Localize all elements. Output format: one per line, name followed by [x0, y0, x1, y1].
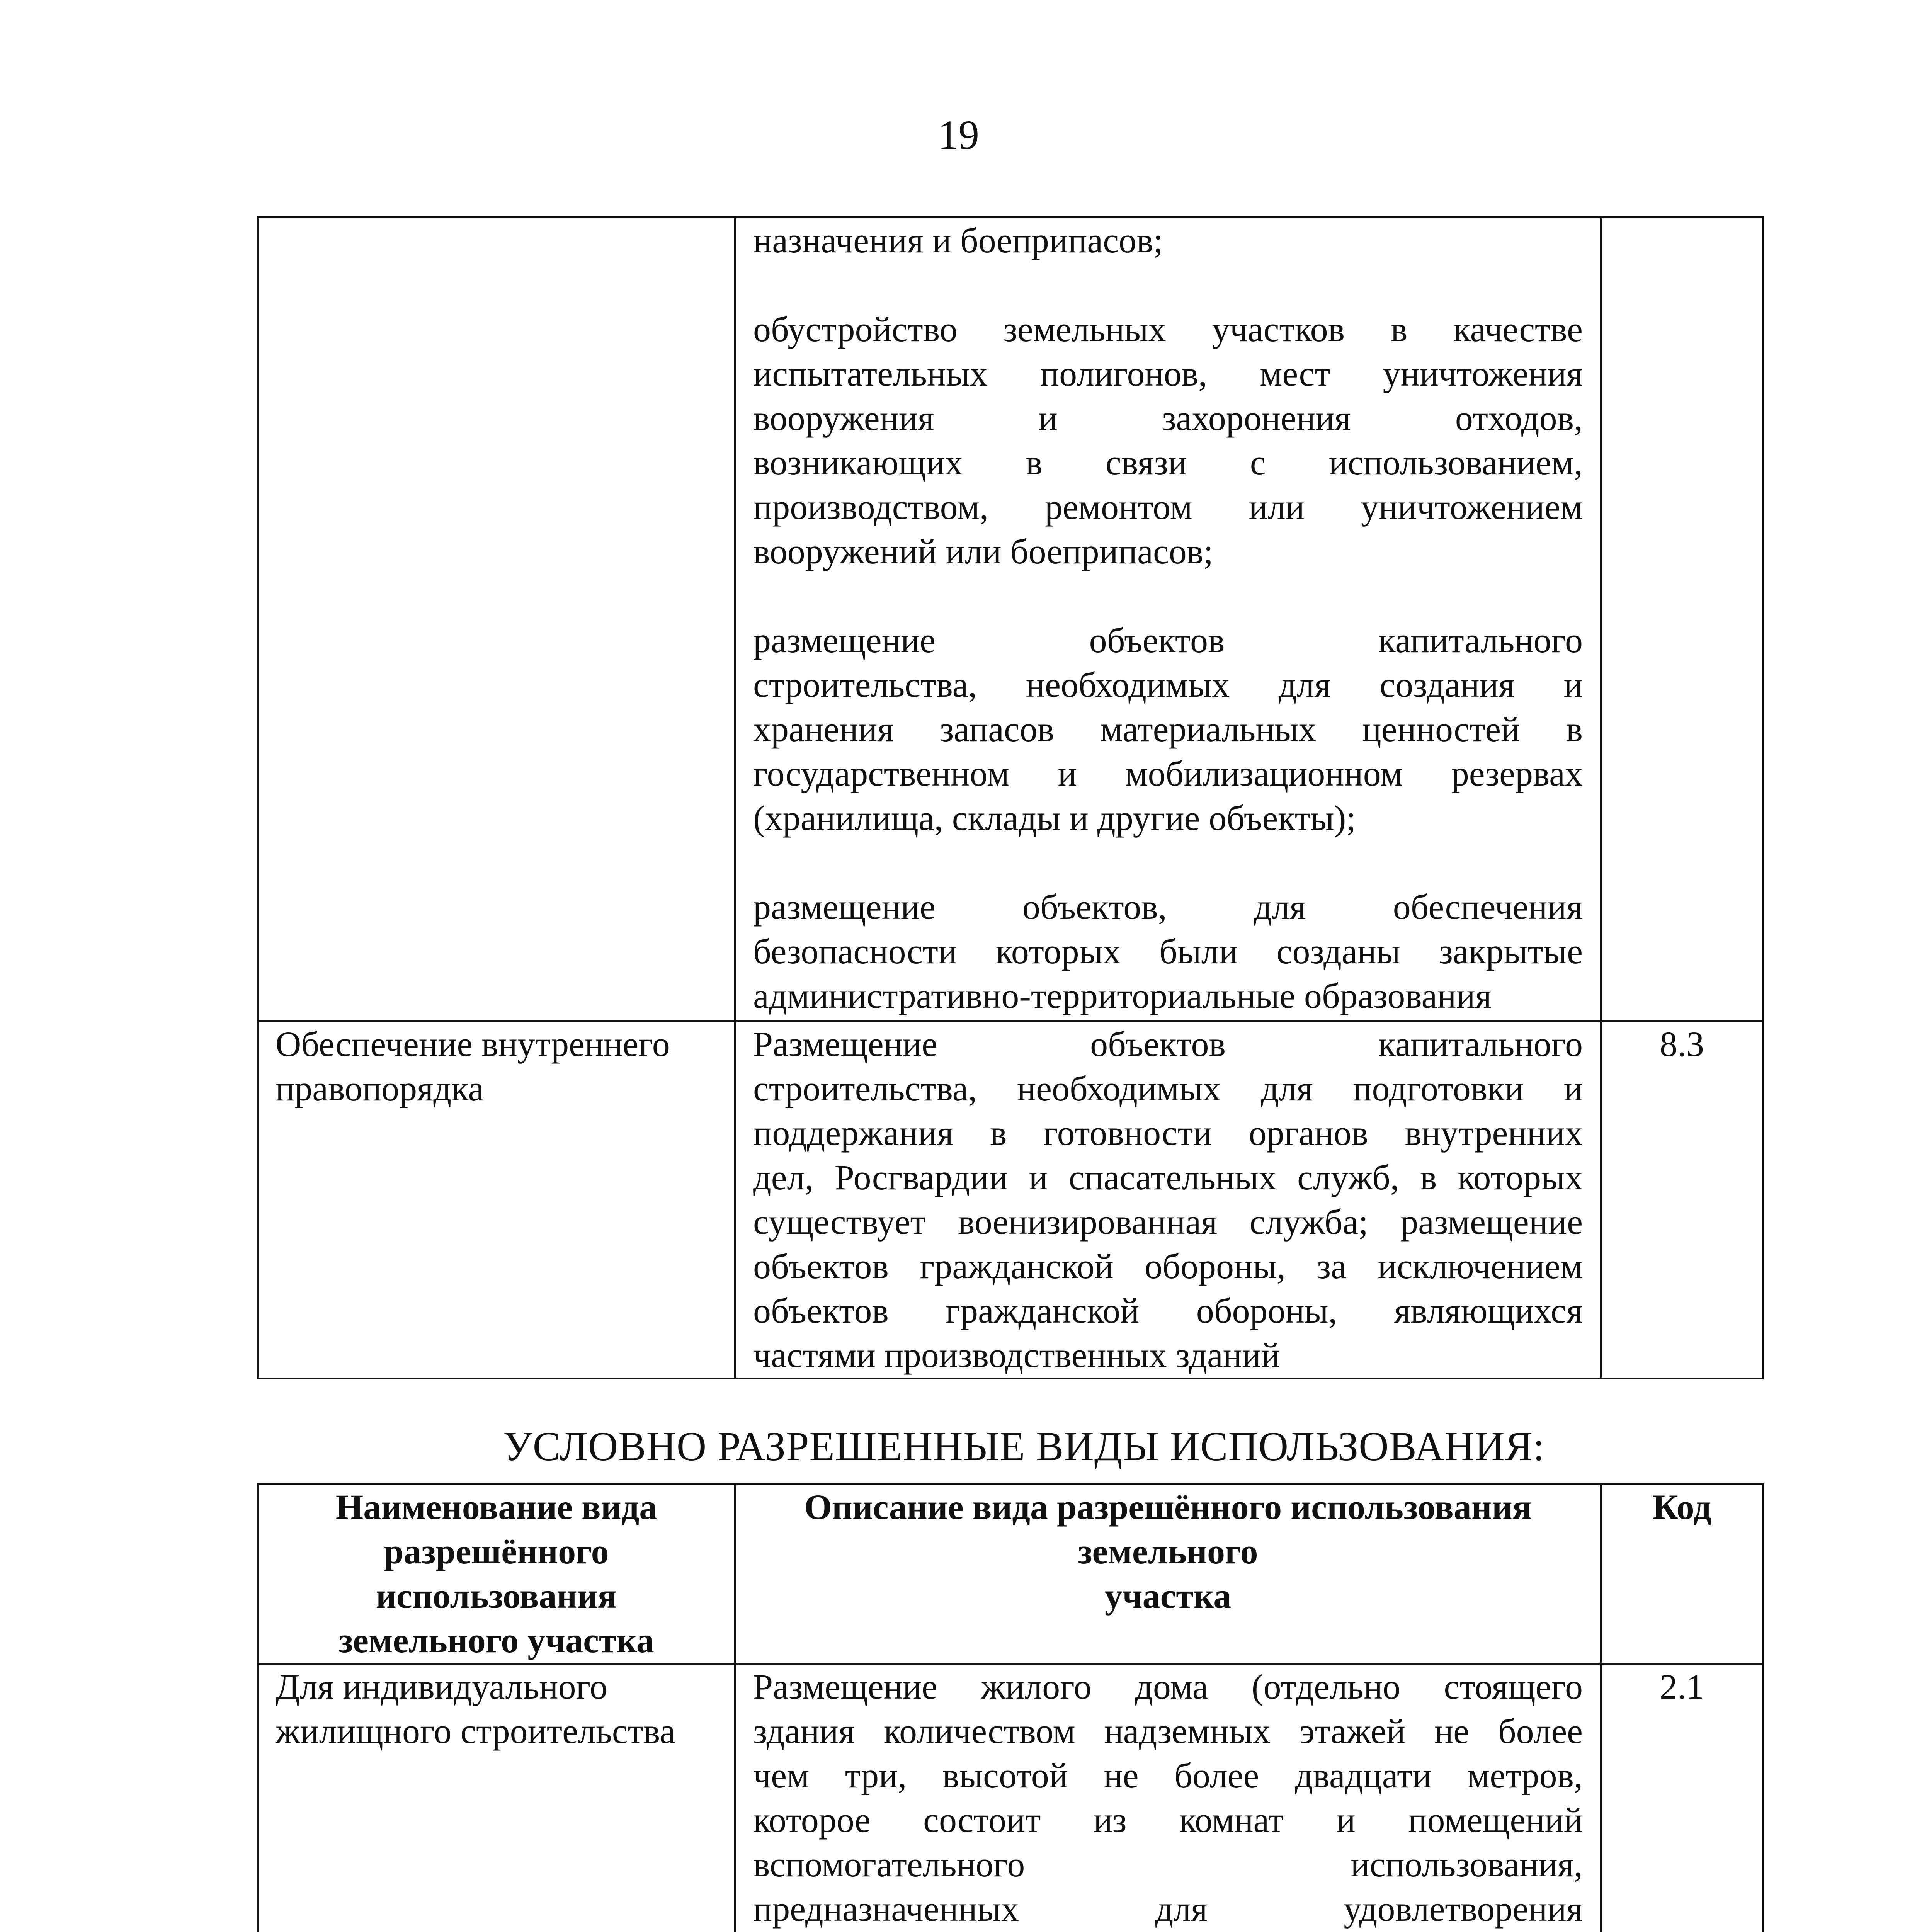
table-row [258, 218, 1763, 1021]
header-line: использования [376, 1576, 617, 1616]
name-cell [258, 1664, 735, 1932]
header-code: Код [1601, 1484, 1763, 1664]
name-line: Для индивидуального [276, 1667, 607, 1706]
name-cell [258, 218, 735, 1021]
desc-line: поддержания в готовности органов внутренних [753, 1113, 1583, 1153]
header-line: земельного [1078, 1532, 1258, 1571]
permitted-uses-table-continued [257, 216, 1764, 1379]
code-cell: 2.1 [1601, 1664, 1763, 1932]
desc-line: существует военизированная служба; размещение [753, 1202, 1583, 1242]
paragraph-gap [753, 840, 1583, 885]
name-cell [258, 1021, 735, 1379]
desc-line: объектов гражданской обороны, являющихся [753, 1291, 1583, 1330]
desc-line: здания количеством надземных этажей не более [753, 1711, 1583, 1751]
name-line: правопорядка [276, 1069, 484, 1108]
table-header-row [258, 1484, 1763, 1664]
header-name [258, 1484, 735, 1664]
header-line: Наименование вида [335, 1487, 657, 1527]
code-cell [1601, 218, 1763, 1021]
desc-line: хранения запасов материальных ценностей в [753, 709, 1583, 749]
conditional-uses-table [257, 1483, 1764, 1932]
desc-line: обустройство земельных участков в качестве [753, 310, 1583, 349]
desc-line: производством, ремонтом или уничтожением [753, 487, 1583, 527]
paragraph-gap [753, 574, 1583, 618]
desc-line: Размещение объектов капитального [753, 1024, 1583, 1064]
page-number: 19 [938, 112, 979, 158]
desc-line: предназначенных для удовлетворения [753, 1889, 1583, 1929]
table-row [258, 1664, 1763, 1932]
desc-line: частями производственных зданий [753, 1335, 1280, 1375]
desc-line: испытательных полигонов, мест уничтожения [753, 354, 1583, 393]
desc-line: строительства, необходимых для создания и [753, 665, 1583, 704]
desc-line: государственном и мобилизационном резервах [753, 754, 1583, 793]
header-line: Описание вида разрешённого использования [804, 1487, 1532, 1527]
desc-line: возникающих в связи с использованием, [753, 443, 1583, 482]
desc-line: которое состоит из комнат и помещений [753, 1800, 1583, 1840]
desc-line: вооружения и захоронения отходов, [753, 398, 1583, 438]
name-line: жилищного строительства [276, 1711, 675, 1751]
desc-line: Размещение жилого дома (отдельно стоящего [753, 1667, 1583, 1706]
desc-line: чем три, высотой не более двадцати метров, [753, 1756, 1583, 1795]
desc-line: размещение объектов, для обеспечения [753, 887, 1583, 927]
desc-line: (хранилища, склады и другие объекты); [753, 798, 1356, 838]
desc-line: назначения и боеприпасов; [753, 221, 1163, 260]
desc-line: дел, Росгвардии и спасательных служб, в которых [753, 1158, 1583, 1197]
code-cell: 8.3 [1601, 1021, 1763, 1379]
header-description [735, 1484, 1601, 1664]
desc-line: размещение объектов капитального [753, 621, 1583, 660]
table-row [258, 1021, 1763, 1379]
desc-line: строительства, необходимых для подготовки и [753, 1069, 1583, 1108]
description-cell [735, 218, 1601, 1021]
section-heading: УСЛОВНО РАЗРЕШЕННЫЕ ВИДЫ ИСПОЛЬЗОВАНИЯ: [503, 1424, 1545, 1469]
description-cell [735, 1664, 1601, 1932]
desc-line: административно-территориальные образования [753, 976, 1492, 1015]
desc-line: вспомогательного использования, [753, 1845, 1583, 1884]
desc-line: объектов гражданской обороны, за исключением [753, 1247, 1583, 1286]
name-line: Обеспечение внутреннего [276, 1024, 670, 1064]
desc-line: вооружений или боеприпасов; [753, 532, 1213, 571]
header-line: разрешённого [384, 1532, 609, 1571]
header-line: участка [1104, 1576, 1232, 1616]
desc-line: безопасности которых были созданы закрытые [753, 932, 1583, 971]
header-line: земельного участка [338, 1621, 654, 1660]
description-cell [735, 1021, 1601, 1379]
paragraph-gap [753, 263, 1583, 307]
